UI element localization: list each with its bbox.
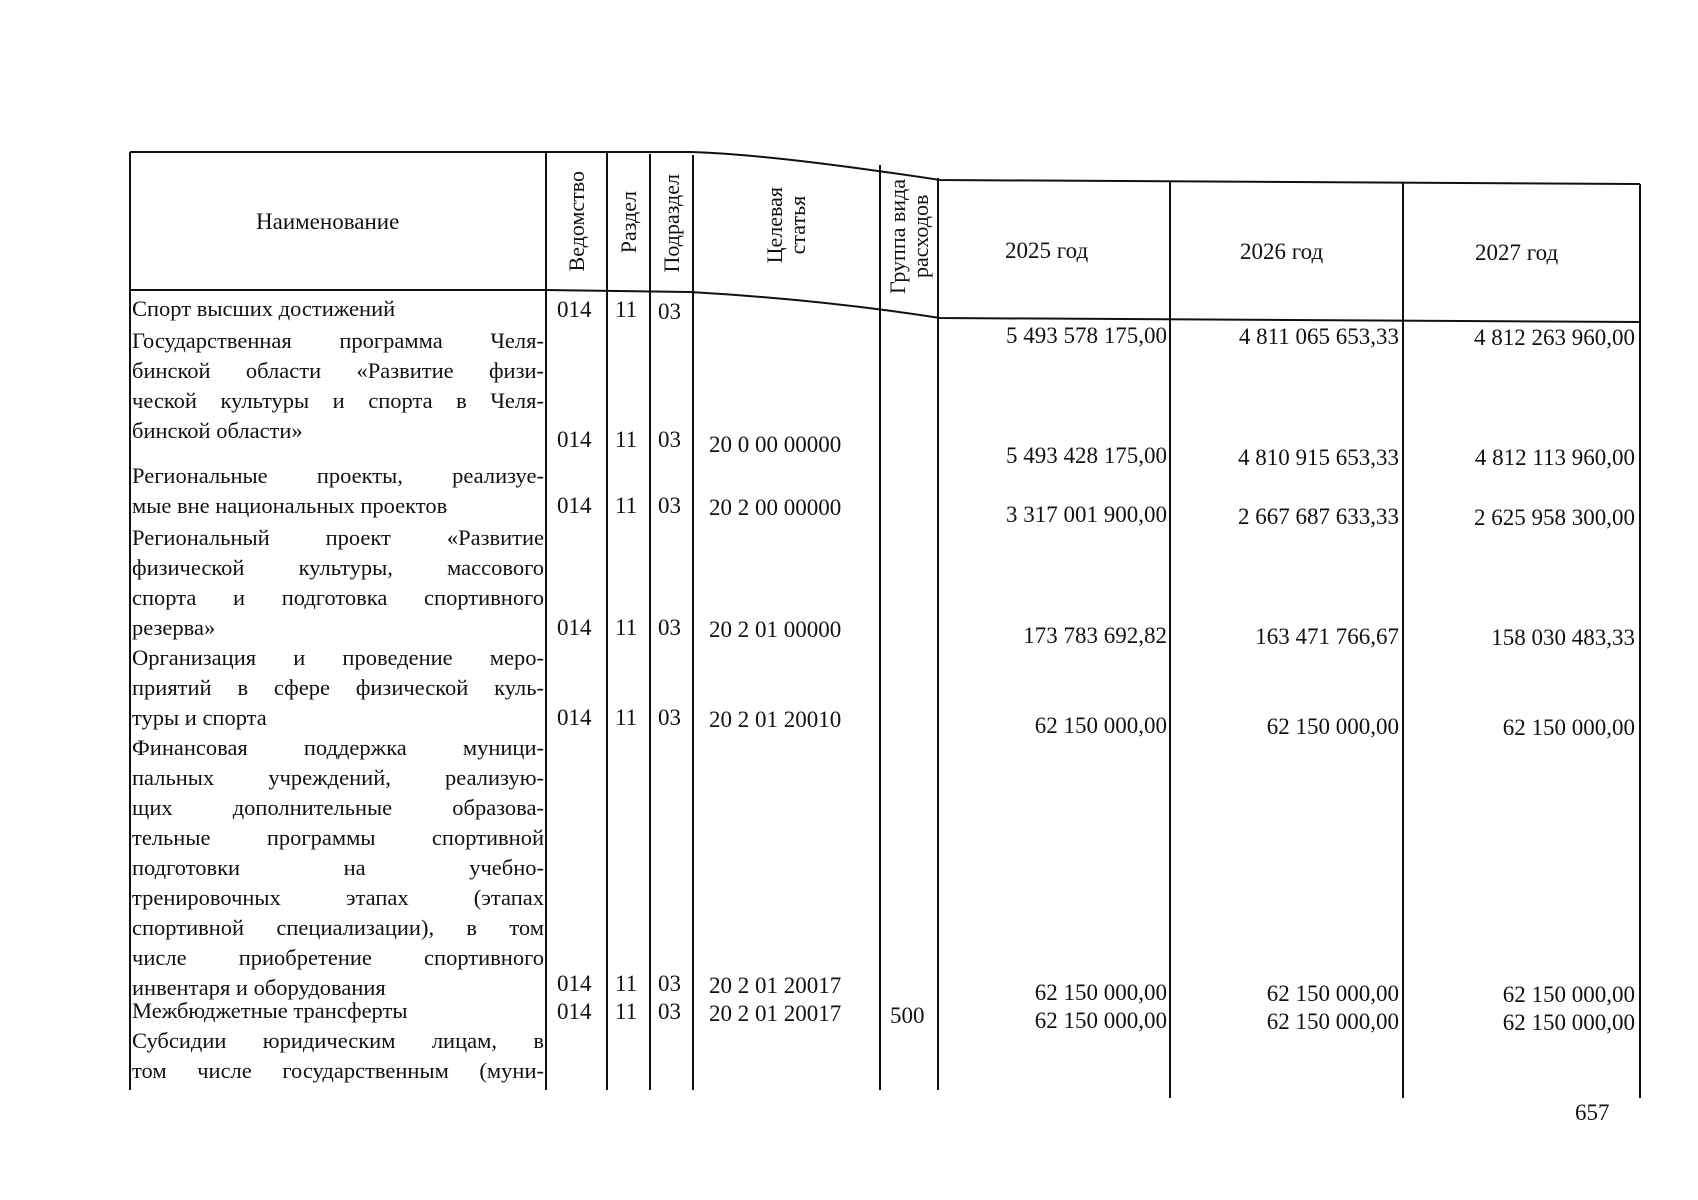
amount-2027: 62 150 000,00 (1502, 982, 1635, 1007)
amount-2025: 3 317 001 900,00 (1006, 502, 1167, 527)
amount-2025: 5 493 428 175,00 (1006, 443, 1167, 468)
cell-ved: 014 (557, 427, 592, 452)
cell-podrazdel: 03 (658, 615, 681, 640)
cell-ved: 014 (557, 615, 592, 640)
cell-razdel: 11 (615, 493, 638, 518)
header-vedomstvo: Ведомство (563, 170, 589, 272)
cell-razdel: 11 (615, 615, 638, 640)
cell-celevaya-statya: 20 2 01 20010 (709, 707, 842, 732)
amount-2027: 62 150 000,00 (1502, 1010, 1635, 1035)
cell-podrazdel: 03 (658, 427, 681, 452)
amount-2027: 62 150 000,00 (1502, 715, 1635, 740)
header-2027: 2027 год (1475, 240, 1559, 265)
amount-2025: 173 783 692,82 (1023, 623, 1167, 648)
cell-celevaya-statya: 20 0 00 00000 (709, 432, 842, 457)
table-row-name: Межбюджетные трансферты (132, 998, 408, 1023)
amount-2026: 4 810 915 653,33 (1238, 445, 1399, 470)
cell-podrazdel: 03 (658, 999, 681, 1024)
header-2025: 2025 год (1005, 238, 1089, 263)
table-row-name: Региональный проект «Развитие физической культуры, массового спорта и подготовка спортивного резерва» (132, 525, 544, 640)
amount-2027: 4 812 263 960,00 (1474, 325, 1635, 350)
cell-ved: 014 (557, 999, 592, 1024)
header-2026: 2026 год (1240, 239, 1324, 264)
cell-razdel: 11 (615, 297, 638, 322)
amount-2026: 163 471 766,67 (1255, 624, 1399, 649)
cell-podrazdel: 03 (658, 493, 681, 518)
cell-razdel: 11 (615, 705, 638, 730)
cell-ved: 014 (557, 705, 592, 730)
cell-razdel: 11 (615, 427, 638, 452)
amount-2025: 62 150 000,00 (1034, 1008, 1167, 1033)
cell-ved: 014 (557, 297, 592, 322)
page-number: 657 (1575, 1100, 1610, 1125)
cell-razdel: 11 (615, 971, 638, 996)
cell-celevaya-statya: 20 2 01 20017 (709, 973, 842, 998)
cell-podrazdel: 03 (658, 705, 681, 730)
table-row-name: Спорт высших достижений (132, 296, 396, 321)
cell-celevaya-statya: 20 2 01 00000 (709, 617, 842, 642)
cell-celevaya-statya: 20 2 00 00000 (709, 495, 842, 520)
cell-podrazdel: 03 (658, 299, 681, 324)
cell-podrazdel: 03 (658, 971, 681, 996)
header-gruppa-vida-rashodov: Группа вида расходов (884, 178, 933, 294)
amount-2026: 2 667 687 633,33 (1238, 504, 1399, 529)
amount-2026: 62 150 000,00 (1266, 714, 1399, 739)
amount-2025: 5 493 578 175,00 (1006, 323, 1167, 348)
header-celevaya-statya: Целевая статья (762, 186, 811, 264)
cell-gruppa-vida-rashodov: 500 (890, 1003, 925, 1028)
cell-ved: 014 (557, 493, 592, 518)
cell-celevaya-statya: 20 2 01 20017 (709, 1001, 842, 1026)
amount-2027: 4 812 113 960,00 (1474, 445, 1635, 470)
header-razdel: Раздел (615, 190, 641, 254)
amount-2026: 4 811 065 653,33 (1238, 324, 1399, 349)
table-row-name: Региональные проекты, реализуе- мые вне национальных проектов (132, 463, 544, 518)
amount-2027: 158 030 483,33 (1491, 625, 1635, 650)
table-row-name: Субсидии юридическим лицам, в том числе государственным (муни- (132, 1028, 544, 1083)
amount-2027: 2 625 958 300,00 (1474, 505, 1635, 530)
cell-ved: 014 (557, 971, 592, 996)
header-podrazdel: Подраздел (658, 173, 684, 273)
amount-2025: 62 150 000,00 (1034, 980, 1167, 1005)
table-row-name: Организация и проведение меро- приятий в сфере физической куль- туры и спорта (132, 645, 544, 730)
amount-2025: 62 150 000,00 (1034, 713, 1167, 738)
amount-2026: 62 150 000,00 (1266, 1009, 1399, 1034)
table-row-name: Финансовая поддержка муници- пальных учреждений, реализую- щих дополнительные образова- тельные программы спортивной подготовки на учебно- тренировочных этапах (этапах спортивной специализации), в том числе приобретение спортивного инвентаря и оборудования (132, 735, 544, 1000)
table-row-name: Государственная программа Челя- бинской области «Развитие физи- ческой культуры и спорта в Челя- бинской области» (132, 328, 544, 443)
amount-2026: 62 150 000,00 (1266, 981, 1399, 1006)
header-name: Наименование (256, 209, 400, 234)
cell-razdel: 11 (615, 999, 638, 1024)
